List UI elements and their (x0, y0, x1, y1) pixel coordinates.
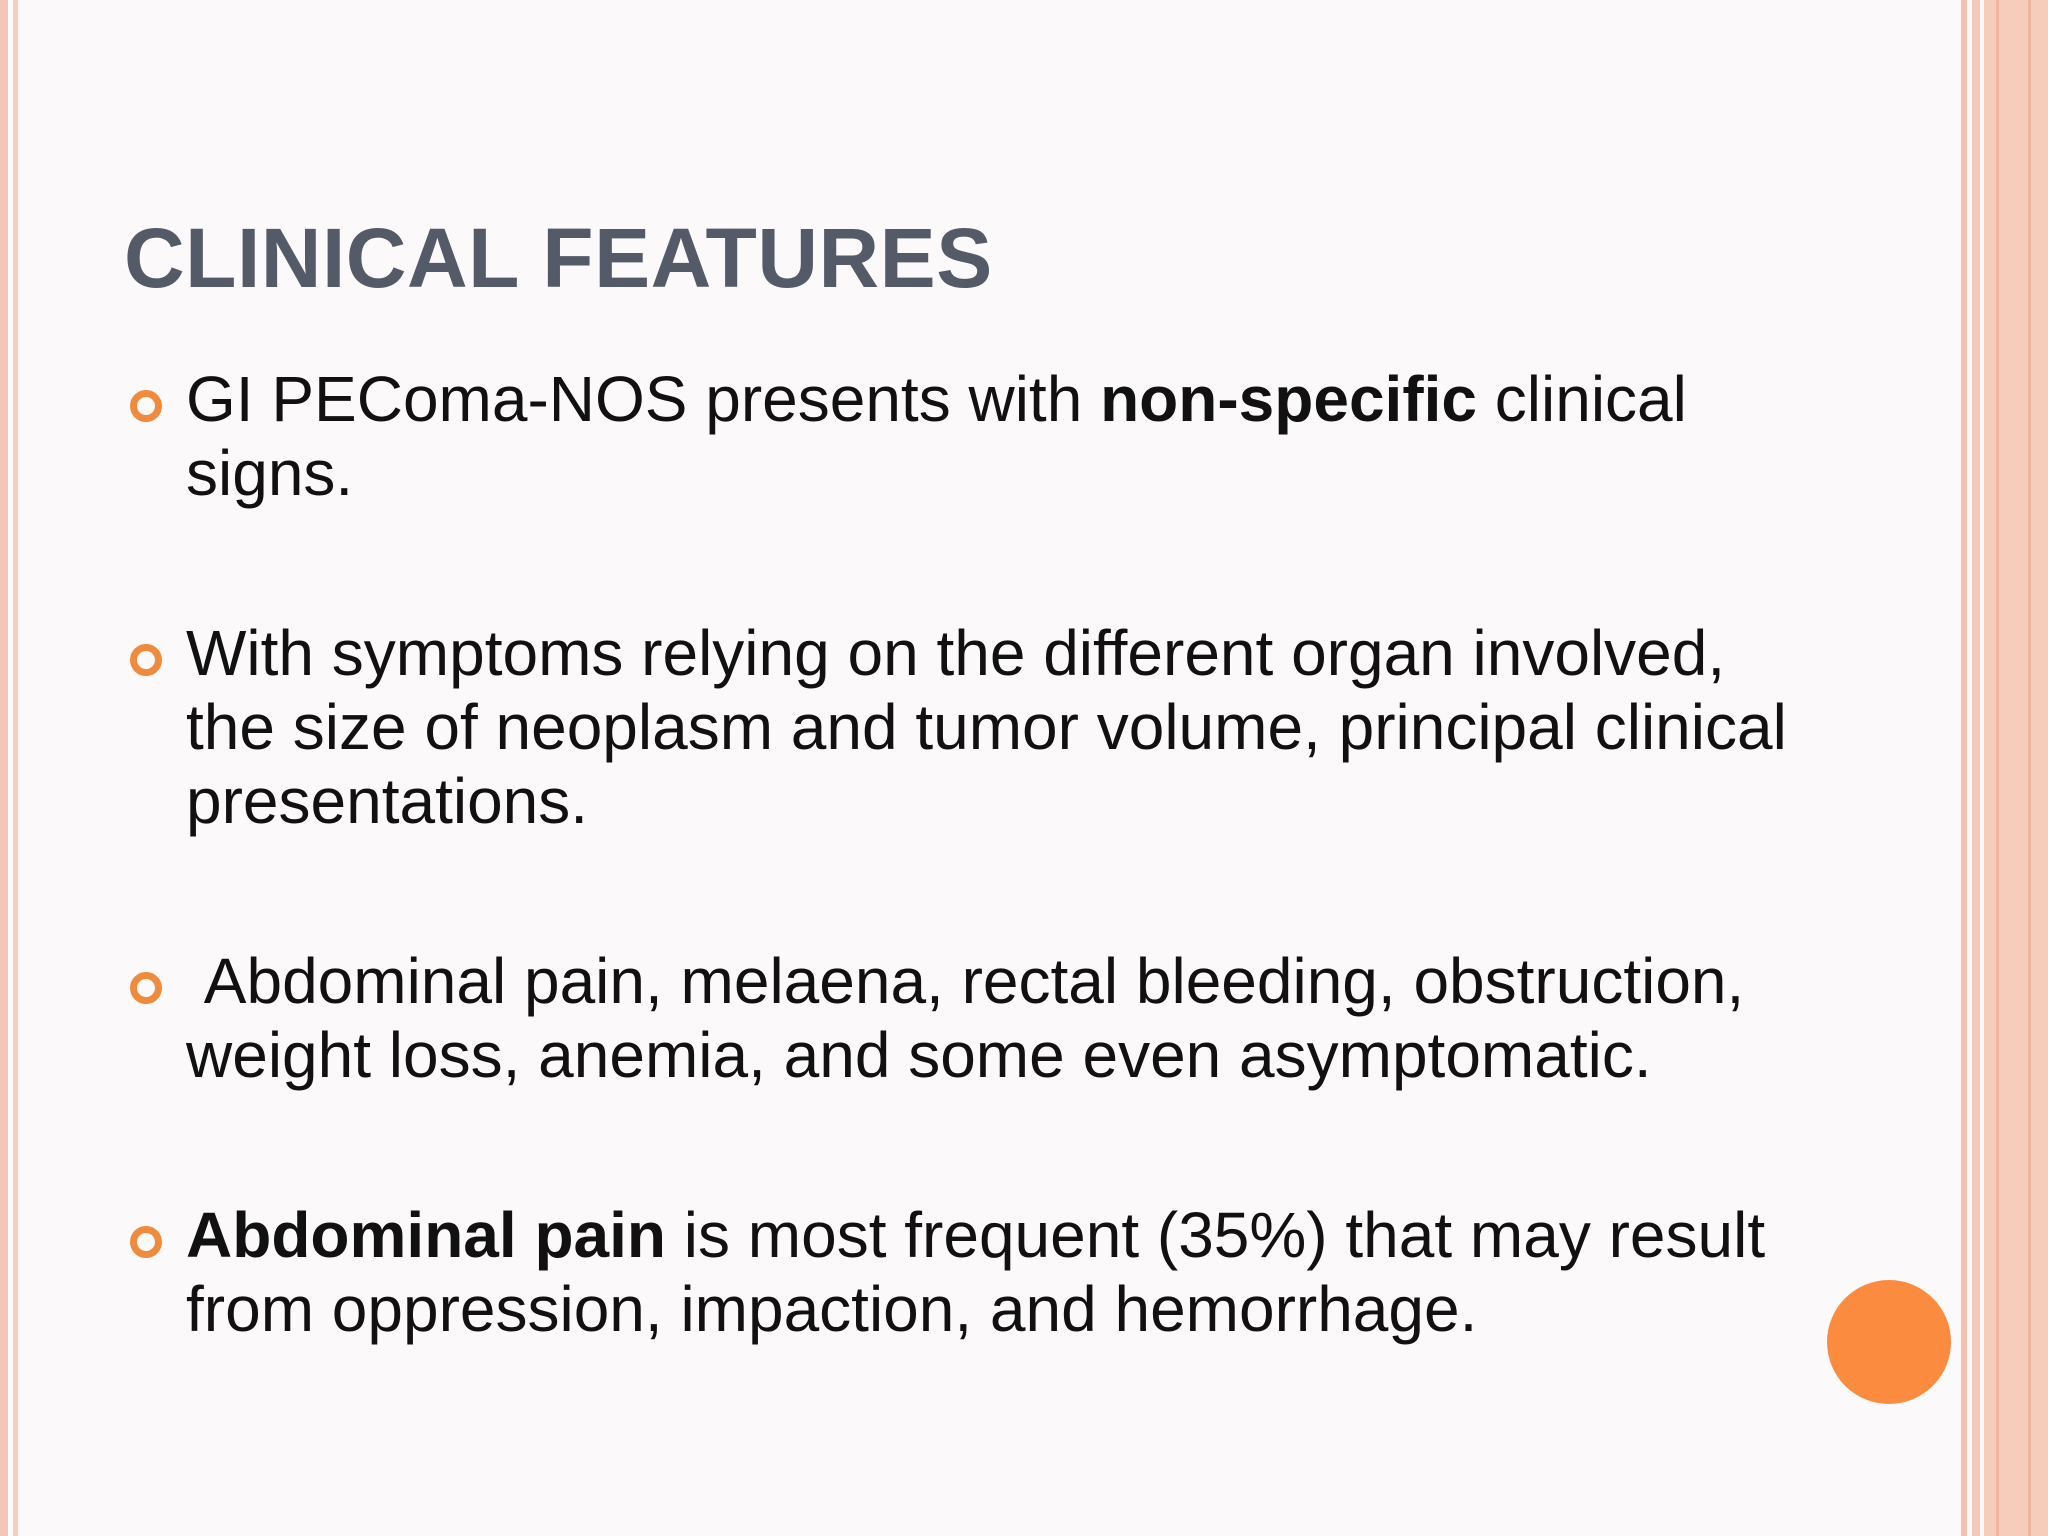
bullet-text: GI PEComa-NOS presents with (186, 363, 1101, 435)
left-border-stripe (0, 0, 8, 1536)
bullet-item (124, 362, 1804, 510)
bullet-text: Abdominal pain, melaena, rectal bleeding, obstruction, weight loss, anemia, and some even asymptomatic. (186, 945, 1745, 1091)
orange-accent-circle (1827, 1280, 1951, 1404)
right-border-line (2028, 0, 2031, 1536)
right-border-band (1984, 0, 2048, 1536)
left-border-stripe-inner (13, 0, 18, 1536)
ring-bullet-icon (130, 390, 162, 422)
right-border-stripe (1961, 0, 1967, 1536)
bullet-text: is most frequent (35%) that may result from oppression, impaction, and hemorrhage. (186, 1199, 1766, 1345)
slide-title: CLINICAL FEATURES (124, 211, 993, 305)
bullet-item (124, 944, 1804, 1092)
bullet-text-bold: non-specific (1100, 363, 1477, 435)
bullet-text: clinical signs. (186, 363, 1687, 509)
bullet-item (124, 616, 1804, 838)
bullet-item (124, 1198, 1804, 1346)
bullet-text-bold: Abdominal pain (186, 1199, 666, 1271)
ring-bullet-icon (130, 644, 162, 676)
bullet-list (124, 362, 1804, 1346)
ring-bullet-icon (130, 1226, 162, 1258)
right-border-line (1996, 0, 1999, 1536)
right-border-stripe (1972, 0, 1980, 1536)
bullet-text: With symptoms relying on the different organ involved, the size of neoplasm and tumor volume, principal clinical presentations. (186, 617, 1787, 837)
ring-bullet-icon (130, 972, 162, 1004)
